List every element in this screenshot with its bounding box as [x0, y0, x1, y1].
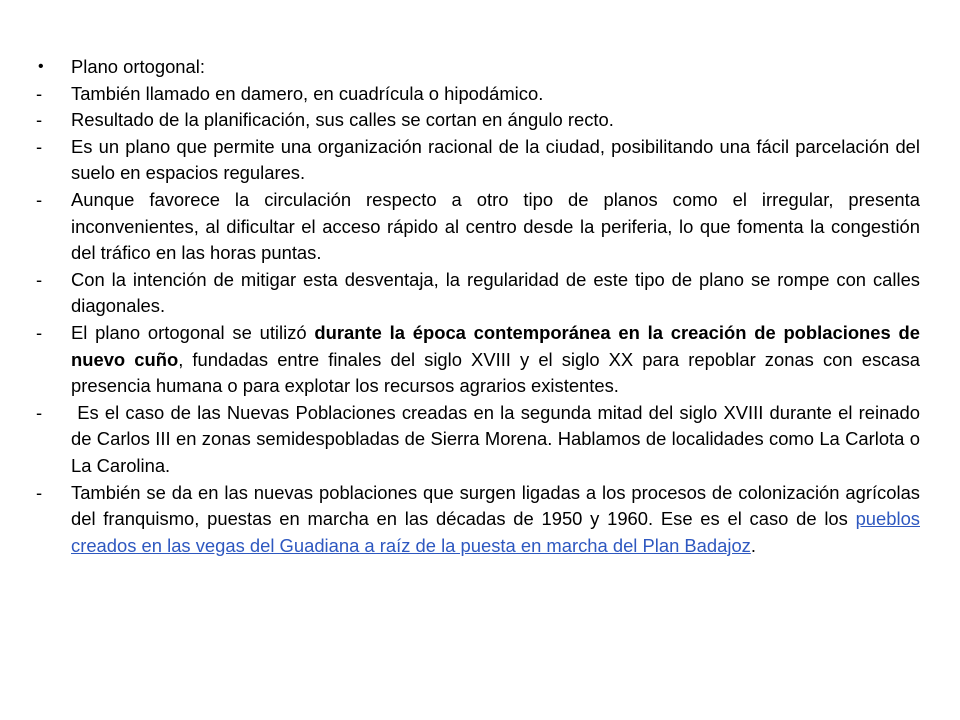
item-text: [71, 482, 920, 556]
list-item: [36, 81, 920, 108]
item-text: [71, 402, 920, 476]
list-item: [36, 480, 920, 560]
list-item: [36, 187, 920, 267]
list-heading: [36, 54, 920, 81]
dash-marker: -: [36, 109, 43, 131]
heading-text: Plano ortogonal:: [71, 56, 205, 77]
dash-marker: -: [36, 481, 43, 503]
item-text: También llamado en damero, en cuadrícula o hipodámico.: [71, 82, 544, 104]
list-item: [36, 400, 920, 480]
dash-marker: -: [36, 135, 43, 157]
item-text-before: El plano ortogonal se utilizó: [71, 321, 315, 343]
item-text: Resultado de la planificación, sus calles se cortan en ángulo recto.: [71, 109, 614, 131]
content-list: [36, 54, 920, 559]
dash-marker: -: [36, 401, 43, 423]
dash-marker: -: [36, 188, 43, 210]
item-text-before: También se da en las nuevas poblaciones que surgen ligadas a los procesos de colonización agrícolas del franquismo, puestas en marcha en las décadas de 1950 y 1960. Ese es el caso de los: [71, 481, 920, 530]
item-text: [71, 322, 920, 396]
item-text: Con la intención de mitigar esta desventaja, la regularidad de este tipo de plano se rompe con calles diagonales.: [71, 268, 920, 317]
dash-marker: -: [36, 268, 43, 290]
item-text: Es un plano que permite una organización racional de la ciudad, posibilitando una fácil parcelación del suelo en espacios regulares.: [71, 135, 920, 184]
plan-badajoz-link[interactable]: pueblos creados en las vegas del Guadiana a raíz de la puesta en marcha del Plan Badajoz: [71, 508, 920, 556]
item-text-bold: durante la época contemporánea en la creación de poblaciones de nuevo cuño: [71, 321, 920, 370]
item-text: Aunque favorece la circulación respecto a otro tipo de planos como el irregular, presenta inconvenientes, al dificultar el acceso rápido al centro desde la periferia, lo que fomenta la congestión del tráfico en las horas puntas.: [71, 188, 920, 264]
item-text-body: Es el caso de las Nuevas Poblaciones creadas en la segunda mitad del siglo XVIII durante el reinado de Carlos III en zonas semidespobladas de Sierra Morena. Hablamos de localidades como La Carlota o La Carolina.: [71, 401, 920, 476]
dash-marker: -: [36, 321, 43, 343]
item-text-after: .: [750, 534, 756, 556]
list-item: [36, 267, 920, 320]
list-item: [36, 107, 920, 134]
item-text-after: , fundadas entre finales del siglo XVIII y el siglo XX para repoblar zonas con escasa presencia humana o para explotar los recursos agrarios existentes.: [71, 348, 921, 397]
list-item: [36, 134, 920, 187]
list-item: [36, 320, 920, 400]
dash-marker: -: [36, 82, 43, 104]
bullet-marker: •: [38, 58, 44, 75]
